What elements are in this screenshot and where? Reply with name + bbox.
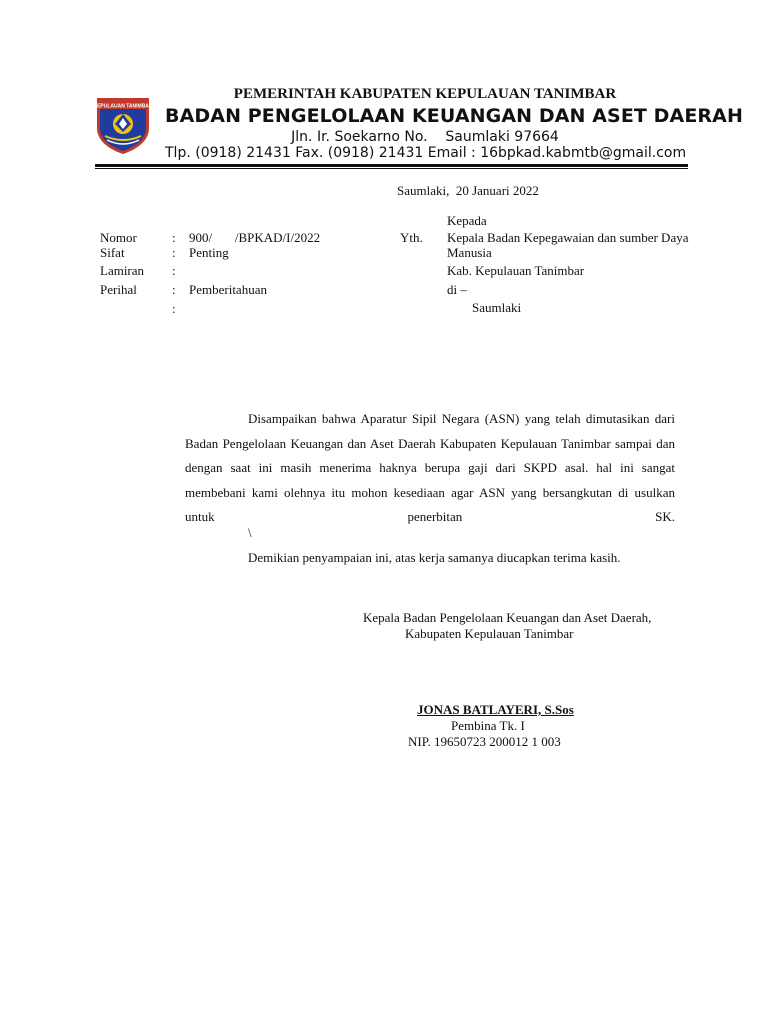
agency-name: BADAN PENGELOLAAN KEUANGAN DAN ASET DAERAH xyxy=(165,105,743,127)
signatory-title: Kepala Badan Pengelolaan Keuangan dan Aset Daerah, xyxy=(363,610,652,625)
recipient-di: di – xyxy=(447,282,467,297)
letterhead-rule-thick xyxy=(95,164,688,167)
nomor-label: Nomor xyxy=(100,230,137,245)
recipient-line1: Kepala Badan Kepegawaian dan sumber Daya xyxy=(447,230,689,245)
sifat-label: Sifat xyxy=(100,245,125,260)
sifat-value: Penting xyxy=(189,245,229,260)
nomor-value: 900/ /BPKAD/I/2022 xyxy=(189,230,321,245)
stray-mark: \ xyxy=(248,525,252,540)
agency-contact: Tlp. (0918) 21431 Fax. (0918) 21431 Email : 16bpkad.kabmtb@gmail.com xyxy=(165,145,687,161)
perihal-colon: : xyxy=(172,282,176,297)
government-name: PEMERINTAH KABUPATEN KEPULAUAN TANIMBAR xyxy=(233,86,617,102)
agency-address: Jln. Ir. Soekarno No. Saumlaki 97664 xyxy=(291,129,559,145)
recipient-kepada: Kepada xyxy=(447,213,487,228)
recipient-city: Saumlaki xyxy=(472,300,522,315)
signatory-rank: Pembina Tk. I xyxy=(451,718,525,733)
lampiran-label: Lamiran xyxy=(100,263,145,278)
logo-text: KEPULAUAN TANIMBAR xyxy=(93,103,153,110)
signatory-region: Kabupaten Kepulauan Tanimbar xyxy=(405,626,574,641)
signatory-nip: NIP. 19650723 200012 1 003 xyxy=(408,734,561,749)
recipient-line3: Kab. Kepulauan Tanimbar xyxy=(447,263,585,278)
closing-sentence: Demikian penyampaian ini, atas kerja samanya diucapkan terima kasih. xyxy=(248,550,621,565)
recipient-line2: Manusia xyxy=(447,245,492,260)
letter-date: Saumlaki, 20 Januari 2022 xyxy=(397,183,539,198)
recipient-yth: Yth. xyxy=(400,230,423,245)
nomor-colon: : xyxy=(172,230,176,245)
extra-colon: : xyxy=(172,301,176,316)
lampiran-colon: : xyxy=(172,263,176,278)
body-paragraph: Disampaikan bahwa Aparatur Sipil Negara (ASN) yang telah dimutasikan dari Badan Pengelolaan Keuangan dan Aset Daerah Kabupaten Kepulauan Tanimbar sampai dan dengan saat ini masih menerima haknya berupa gaji dari SKPD asal. hal ini sangat membebani kami olehnya itu mohon kesediaan agar ASN yang bersangkutan di usulkan untuk penerbitan SK. xyxy=(185,411,675,524)
sifat-colon: : xyxy=(172,245,176,260)
signatory-name: JONAS BATLAYERI, S.Sos xyxy=(417,702,574,717)
perihal-label: Perihal xyxy=(100,282,137,297)
letterhead-rule-thin xyxy=(95,168,688,169)
regency-logo xyxy=(93,94,153,156)
perihal-value: Pemberitahuan xyxy=(189,282,267,297)
